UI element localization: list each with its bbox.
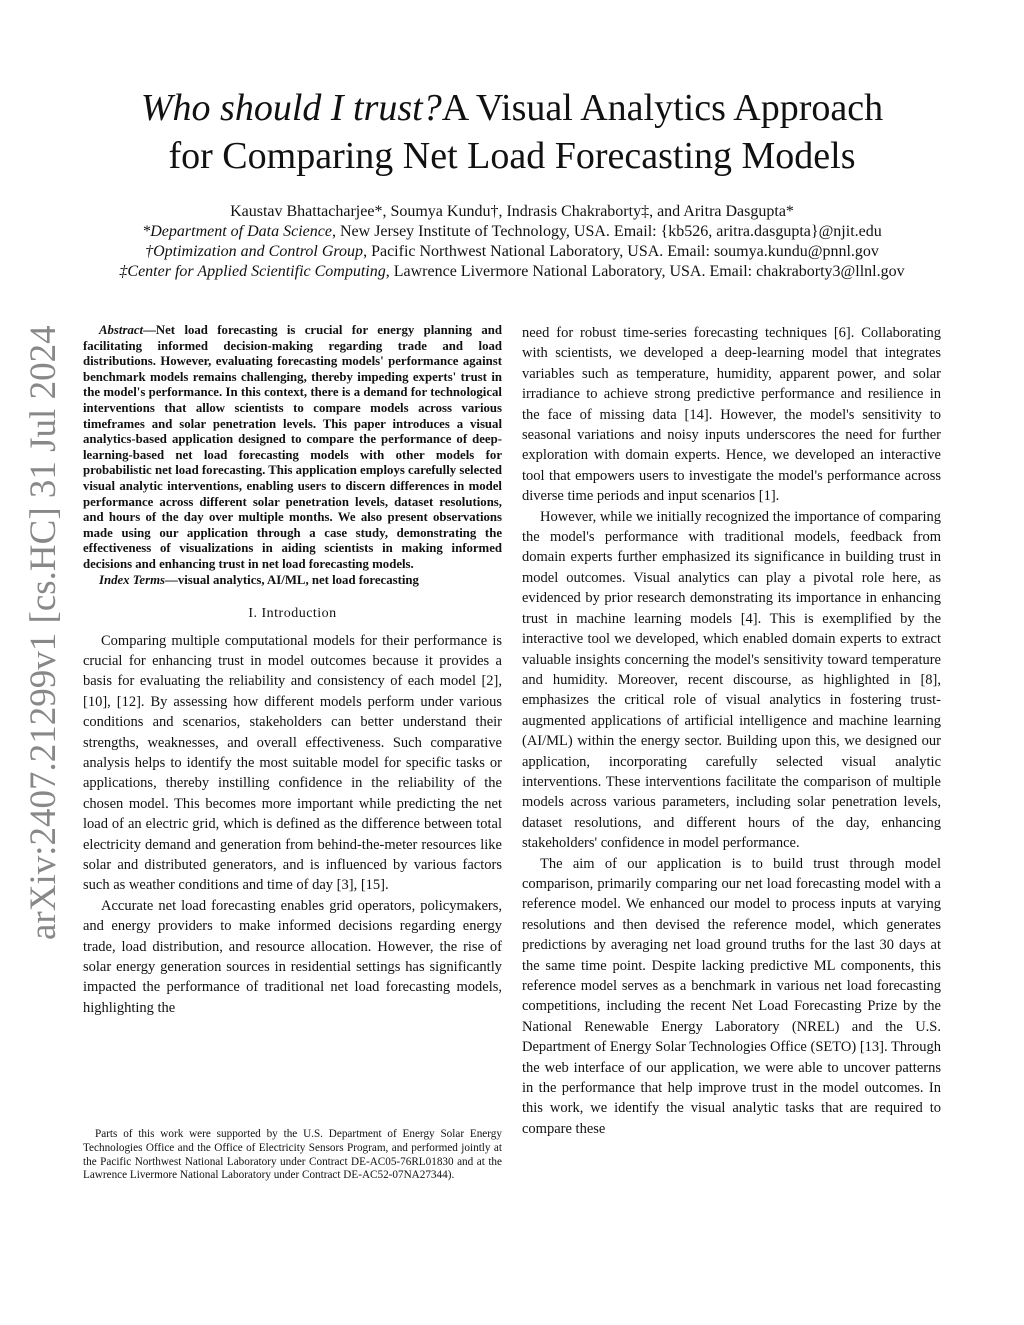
arxiv-stamp: arXiv:2407.21299v1 [cs.HC] 31 Jul 2024 bbox=[23, 325, 64, 940]
affiliation-1-dept: *Department of Data Science bbox=[142, 223, 332, 240]
index-terms bbox=[83, 573, 502, 589]
affiliation-3-dept: ‡Center for Applied Scientific Computing bbox=[119, 263, 386, 280]
author-block bbox=[40, 202, 984, 282]
affiliation-3-rest: , Lawrence Livermore National Laboratory, USA. Email: chakraborty3@llnl.gov bbox=[385, 263, 905, 280]
index-terms-text: —visual analytics, AI/ML, net load forecasting bbox=[165, 572, 419, 587]
abstract-text: —Net load forecasting is crucial for energy planning and facilitating informed decision-making regarding trade and load distributions. However, evaluating forecasting models' performance against benchmark models remains challenging, thereby impeding experts' trust in the model's performance. In this context, there is a demand for technological interventions that allow scientists to compare models across various timeframes and solar penetration levels. This paper introduces a visual analytics-based application designed to compare the performance of deep-learning-based net load forecasting models with other models for probabilistic net load forecasting. This application employs carefully selected visual analytic interventions, enabling users to discern differences in model performance across different solar penetration levels, dataset resolutions, and hours of the day over multiple months. We also present observations made using our application through a case study, demonstrating the effectiveness of visualizations in aiding scientists in making informed decisions and enhancing trust in net load forecasting models. bbox=[83, 323, 502, 571]
affiliation-3 bbox=[40, 262, 984, 282]
index-terms-label: Index Terms bbox=[99, 572, 166, 587]
intro-paragraph-1: Comparing multiple computational models for their performance is crucial for enhancing trust in model outcomes because it provides a basis for evaluating the reliability and consistency of each model [2], [10], [12]. By assessing how different models perform under various conditions and scenarios, stakeholders can better understand their strengths, weaknesses, and overall effectiveness. Such comparative analysis helps to identify the most suitable model for specific tasks or applications, thereby instilling confidence in the reliability of the chosen model. This becomes more important while predicting the net load of an electric grid, which is defined as the difference between total electricity demand and generation from behind-the-meter resources like solar and distributed generators, and is influenced by various factors such as weather conditions and time of day [3], [15]. bbox=[83, 632, 502, 894]
affiliation-1-rest: , New Jersey Institute of Technology, USA. Email: {kb526, aritra.dasgupta}@njit.edu bbox=[331, 223, 882, 240]
title-italic: Who should I trust? bbox=[140, 87, 442, 129]
left-column bbox=[83, 323, 502, 1018]
abstract bbox=[83, 323, 502, 573]
title-line-2: for Comparing Net Load Forecasting Models bbox=[168, 135, 856, 177]
right-column bbox=[522, 323, 941, 1139]
right-paragraph-1: need for robust time-series forecasting techniques [6]. Collaborating with scientists, we developed a deep-learning model that integrates variables such as temperature, humidity, apparent power, and solar irradiance to achieve strong predictive performance and resilience in the face of missing data [14]. However, the model's sensitivity to seasonal variations and noisy inputs underscores the need for further exploration with domain experts. Hence, we developed an interactive tool that empowers users to investigate the model's performance across diverse time periods and input scenarios [1]. bbox=[522, 325, 941, 505]
title-line-1-rest: A Visual Analytics Approach bbox=[441, 87, 884, 129]
author-names: Kaustav Bhattacharjee*, Soumya Kundu†, Indrasis Chakraborty‡, and Aritra Dasgupta* bbox=[230, 203, 794, 220]
intro-paragraph-2: Accurate net load forecasting enables grid operators, policymakers, and energy providers to make informed decisions regarding energy trade, load distribution, and resource allocation. However, the rise of solar energy generation sources in residential settings has significantly impacted the performance of traditional net load forecasting models, highlighting the bbox=[83, 897, 502, 1016]
affiliation-1 bbox=[40, 222, 984, 242]
affiliation-2-dept: †Optimization and Control Group bbox=[145, 243, 364, 260]
section-heading-introduction: I. Introduction bbox=[248, 606, 337, 622]
right-paragraph-2: However, while we initially recognized the importance of comparing the model's performance with traditional models, feedback from domain experts further emphasized its significance in building trust in model outcomes. Visual analytics can play a pivotal role here, as evidenced by prior research demonstrating its importance in enhancing trust in machine learning models [4]. This is exemplified by the interactive tool we developed, which enabled domain experts to extract valuable insights concerning the model's sensitivity toward temperature and humidity. Moreover, recent discourse, as highlighted in [8], emphasizes the critical role of visual analytics in fostering trust-augmented applications of artificial intelligence and machine learning (AI/ML) within the energy sector. Building upon this, we designed our application, incorporating carefully selected visual analytic interventions. These interventions facilitate the comparison of multiple models across various parameters, including solar penetration levels, dataset resolutions, and different hours of the day, enhancing stakeholders' confidence in model performance. bbox=[522, 508, 941, 852]
affiliation-2 bbox=[40, 242, 984, 262]
right-paragraph-3: The aim of our application is to build trust through model comparison, primarily comparing our net load forecasting model with a reference model. We enhanced our model to process inputs at varying resolutions and then devised the reference model, which generates predictions by averaging net load ground truths for the last 30 days at the same time point. Despite lacking predictive ML components, this reference model serves as a benchmark in various net load forecasting competitions, including the recent Net Load Forecasting Prize by the National Renewable Energy Laboratory (NREL) and the U.S. Department of Energy Solar Technologies Office (SETO) [13]. Through the web interface of our application, we were able to uncover patterns in the performance that help improve trust in the model outcomes. In this work, we identify the visual analytic tasks that are required to compare these bbox=[522, 855, 941, 1137]
paper-title bbox=[60, 84, 964, 180]
affiliation-2-rest: , Pacific Northwest National Laboratory, USA. Email: soumya.kundu@pnnl.gov bbox=[363, 243, 879, 260]
title-line-1 bbox=[60, 84, 964, 132]
funding-footnote: Parts of this work were supported by the U.S. Department of Energy Solar Energy Technologies Office and the Office of Electricity Sensors Program, and performed jointly at the Pacific Northwest National Laboratory under Contract DE-AC05-76RL01830 and at the Lawrence Livermore National Laboratory under Contract DE-AC52-07NA27344). bbox=[83, 1128, 502, 1182]
abstract-label: Abstract bbox=[99, 323, 144, 337]
